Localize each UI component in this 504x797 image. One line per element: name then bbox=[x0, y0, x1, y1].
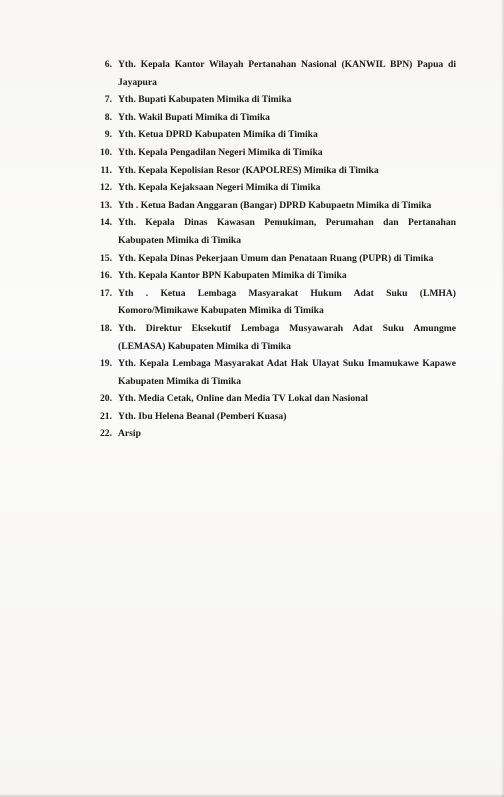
list-item-line: Yth. Wakil Bupati Mimika di Timika bbox=[118, 111, 270, 123]
list-item-number: 22. bbox=[100, 428, 112, 440]
list-item bbox=[0, 408, 504, 426]
list-item bbox=[0, 214, 504, 249]
list-item-text bbox=[118, 425, 456, 443]
list-item bbox=[0, 197, 504, 215]
list-item-line: Kabupaten Mimika di Timika bbox=[118, 234, 242, 246]
list-item-number: 13. bbox=[100, 199, 112, 211]
list-item-text bbox=[118, 285, 456, 320]
list-item-line: (LEMASA) Kabupaten Mimika di Timika bbox=[118, 340, 291, 352]
list-item-line: Yth. Kepala Dinas Kawasan Pemukiman, Perumahan dan Pertanahan bbox=[118, 217, 456, 229]
list-item-text bbox=[118, 56, 456, 91]
list-item bbox=[0, 285, 504, 320]
list-item bbox=[0, 390, 504, 408]
list-item-line: Yth. Ketua DPRD Kabupaten Mimika di Timika bbox=[118, 129, 318, 141]
list-item-line: Yth. Kepala Kantor Wilayah Pertanahan Nasional (KANWIL BPN) Papua di bbox=[118, 59, 456, 70]
list-item-number: 9. bbox=[104, 129, 112, 141]
list-item-line: Yth. Kepala Pengadilan Negeri Mimika di Timika bbox=[118, 146, 323, 158]
list-item-text bbox=[118, 197, 456, 215]
list-item-line: Arsip bbox=[118, 428, 141, 440]
list-item-line: Jayapura bbox=[118, 76, 157, 88]
list-item-number: 21. bbox=[100, 410, 112, 422]
list-item-line: Kabupaten Mimika di Timika bbox=[118, 375, 242, 387]
list-item bbox=[0, 126, 504, 144]
list-item-text bbox=[118, 126, 456, 144]
list-item-line: Yth. Bupati Kabupaten Mimika di Timika bbox=[118, 94, 292, 106]
list-item-line: Yth. Kepala Lembaga Masyarakat Adat Hak Ulayat Suku Imamukawe Kapawe bbox=[118, 358, 456, 370]
list-item-text bbox=[118, 162, 456, 180]
list-item bbox=[0, 109, 504, 127]
list-item-text bbox=[118, 408, 456, 426]
list-item-number: 16. bbox=[100, 270, 112, 282]
list-item-text bbox=[118, 179, 456, 197]
list-item-number: 10. bbox=[100, 146, 112, 158]
list-item-line: Yth. Kepala Kantor BPN Kabupaten Mimika di Timika bbox=[118, 270, 347, 282]
list-item-line: Yth. Kepala Kejaksaan Negeri Mimika di Timika bbox=[118, 182, 321, 194]
list-item-number: 17. bbox=[100, 287, 112, 299]
list-item-line: Yth. Ibu Helena Beanal (Pemberi Kuasa) bbox=[118, 410, 287, 422]
list-item-text bbox=[118, 355, 456, 390]
list-item-number: 14. bbox=[100, 217, 112, 229]
list-item-line: Komoro/Mimikawe Kabupaten Mimika di Timika bbox=[118, 305, 324, 317]
list-item bbox=[0, 320, 504, 355]
list-item-line: Yth . Ketua Badan Anggaran (Bangar) DPRD Kabupaetn Mimika di Timika bbox=[118, 199, 432, 211]
list-item-text bbox=[118, 91, 456, 109]
list-item-number: 12. bbox=[100, 182, 112, 194]
list-item-number: 6. bbox=[104, 59, 112, 70]
list-item-line: Yth. Kepala Kepolisian Resor (KAPOLRES) Mimika di Timika bbox=[118, 164, 379, 176]
list-item-text bbox=[118, 250, 456, 268]
list-item-line: Yth. Media Cetak, Online dan Media TV Lokal dan Nasional bbox=[118, 393, 368, 405]
list-item-number: 8. bbox=[104, 111, 112, 123]
list-item-number: 18. bbox=[100, 322, 112, 334]
list-item-number: 20. bbox=[100, 393, 112, 405]
list-item-number: 15. bbox=[100, 252, 112, 264]
list-item bbox=[0, 267, 504, 285]
list-item-text bbox=[118, 214, 456, 249]
list-item-text bbox=[118, 390, 456, 408]
list-item-text bbox=[118, 109, 456, 127]
list-item-line: Yth. Direktur Eksekutif Lembaga Musyawarah Adat Suku Amungme bbox=[118, 322, 456, 334]
list-item bbox=[0, 56, 504, 91]
list-item-line: Yth . Ketua Lembaga Masyarakat Hukum Adat Suku (LMHA) bbox=[118, 287, 456, 299]
list-item-text bbox=[118, 144, 456, 162]
recipient-list bbox=[0, 56, 504, 443]
list-item bbox=[0, 162, 504, 180]
list-item-line: Yth. Kepala Dinas Pekerjaan Umum dan Penataan Ruang (PUPR) di Timika bbox=[118, 252, 434, 264]
list-item bbox=[0, 144, 504, 162]
list-item-number: 19. bbox=[100, 358, 112, 370]
list-item bbox=[0, 179, 504, 197]
list-item bbox=[0, 250, 504, 268]
list-item bbox=[0, 425, 504, 443]
list-item bbox=[0, 91, 504, 109]
list-item-text bbox=[118, 267, 456, 285]
list-item-number: 11. bbox=[100, 164, 112, 176]
list-item-number: 7. bbox=[104, 94, 112, 106]
list-item-text bbox=[118, 320, 456, 355]
list-item bbox=[0, 355, 504, 390]
